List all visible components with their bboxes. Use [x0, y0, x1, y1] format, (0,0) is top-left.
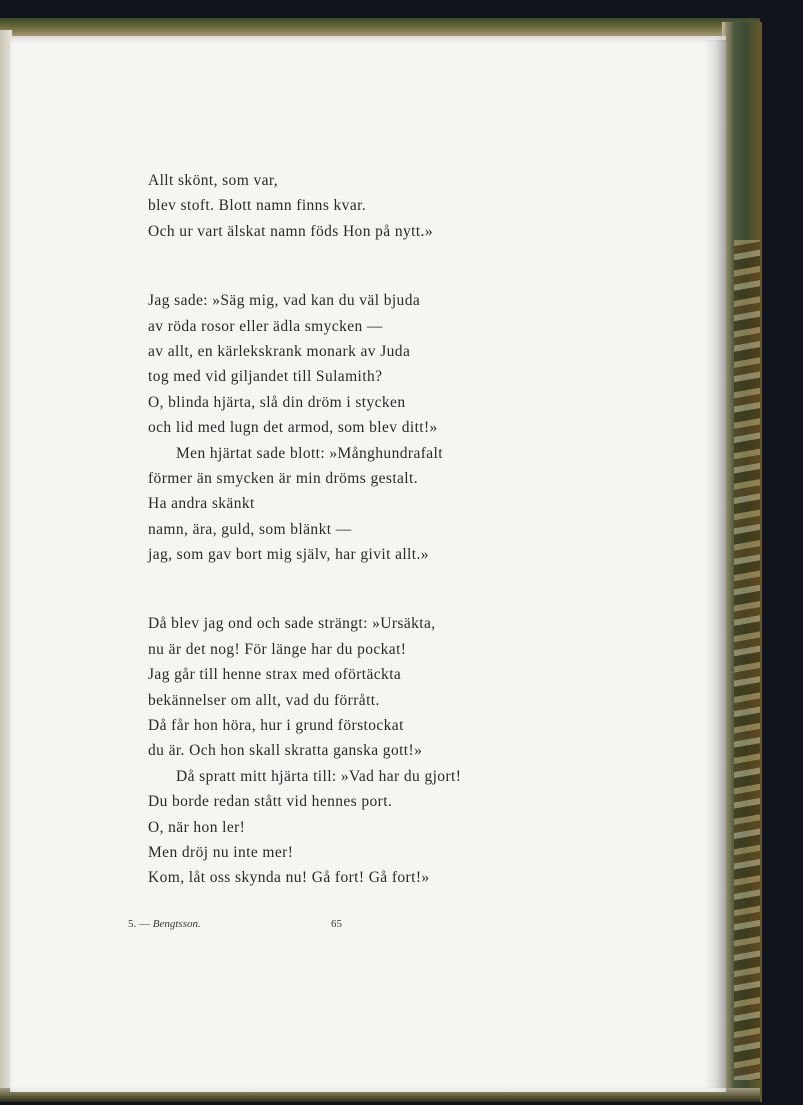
- verse-line: Då spratt mitt hjärta till: »Vad har du gjort!: [176, 767, 462, 785]
- stanza-gap: [148, 244, 708, 288]
- signature-name: Bengtsson.: [152, 918, 201, 930]
- verse-line: Ha andra skänkt: [148, 495, 255, 513]
- marbled-edge: [734, 240, 760, 1080]
- page-number: 65: [331, 918, 342, 930]
- verse-line: Och ur vart älskat namn föds Hon på nytt.»: [148, 222, 433, 240]
- stanza-2: [148, 288, 708, 567]
- verse-line: Jag går till henne strax med oförtäckta: [148, 666, 402, 684]
- verse-line: förmer än smycken är min dröms gestalt.: [148, 469, 418, 487]
- verse-line: namn, ära, guld, som blänkt —: [148, 520, 352, 538]
- stanza-3: [148, 611, 708, 890]
- verse-line: Du borde redan stått vid hennes port.: [148, 793, 393, 811]
- verse-line: jag, som gav bort mig själv, har givit allt.»: [148, 546, 429, 564]
- verse-line: bekännelser om allt, vad du förrått.: [148, 691, 380, 709]
- verse-line: Kom, låt oss skynda nu! Gå fort! Gå fort!»: [148, 869, 430, 887]
- verse-line: blev stoft. Blott namn finns kvar.: [148, 197, 367, 215]
- verse-line: O, blinda hjärta, slå din dröm i stycken: [148, 393, 406, 411]
- verse-line: Då får hon höra, hur i grund förstockat: [148, 717, 404, 735]
- stanza-1: [148, 168, 708, 244]
- verse-line: tog med vid giljandet till Sulamith?: [148, 368, 383, 386]
- verse-line: och lid med lugn det armod, som blev ditt!»: [148, 419, 438, 437]
- printer-signature: [128, 918, 201, 930]
- stanza-gap: [148, 567, 708, 611]
- signature-prefix: 5. —: [128, 918, 153, 930]
- verse-line: Då blev jag ond och sade strängt: »Ursäkta,: [148, 615, 436, 633]
- verse-line: du är. Och hon skall skratta ganska gott!»: [148, 742, 423, 760]
- verse-line: Jag sade: »Säg mig, vad kan du väl bjuda: [148, 292, 421, 310]
- verse-line: nu är det nog! För länge har du pockat!: [148, 640, 407, 658]
- verse-line: Allt skönt, som var,: [148, 172, 279, 189]
- verse-line: O, när hon ler!: [148, 818, 246, 836]
- verse-line: Men hjärtat sade blott: »Månghundrafalt: [176, 444, 443, 462]
- verse-line: av röda rosor eller ädla smycken —: [148, 317, 383, 335]
- verse-line: Men dröj nu inte mer!: [148, 843, 294, 861]
- verse-line: av allt, en kärlekskrank monark av Juda: [148, 342, 411, 360]
- poem-text: [148, 168, 708, 891]
